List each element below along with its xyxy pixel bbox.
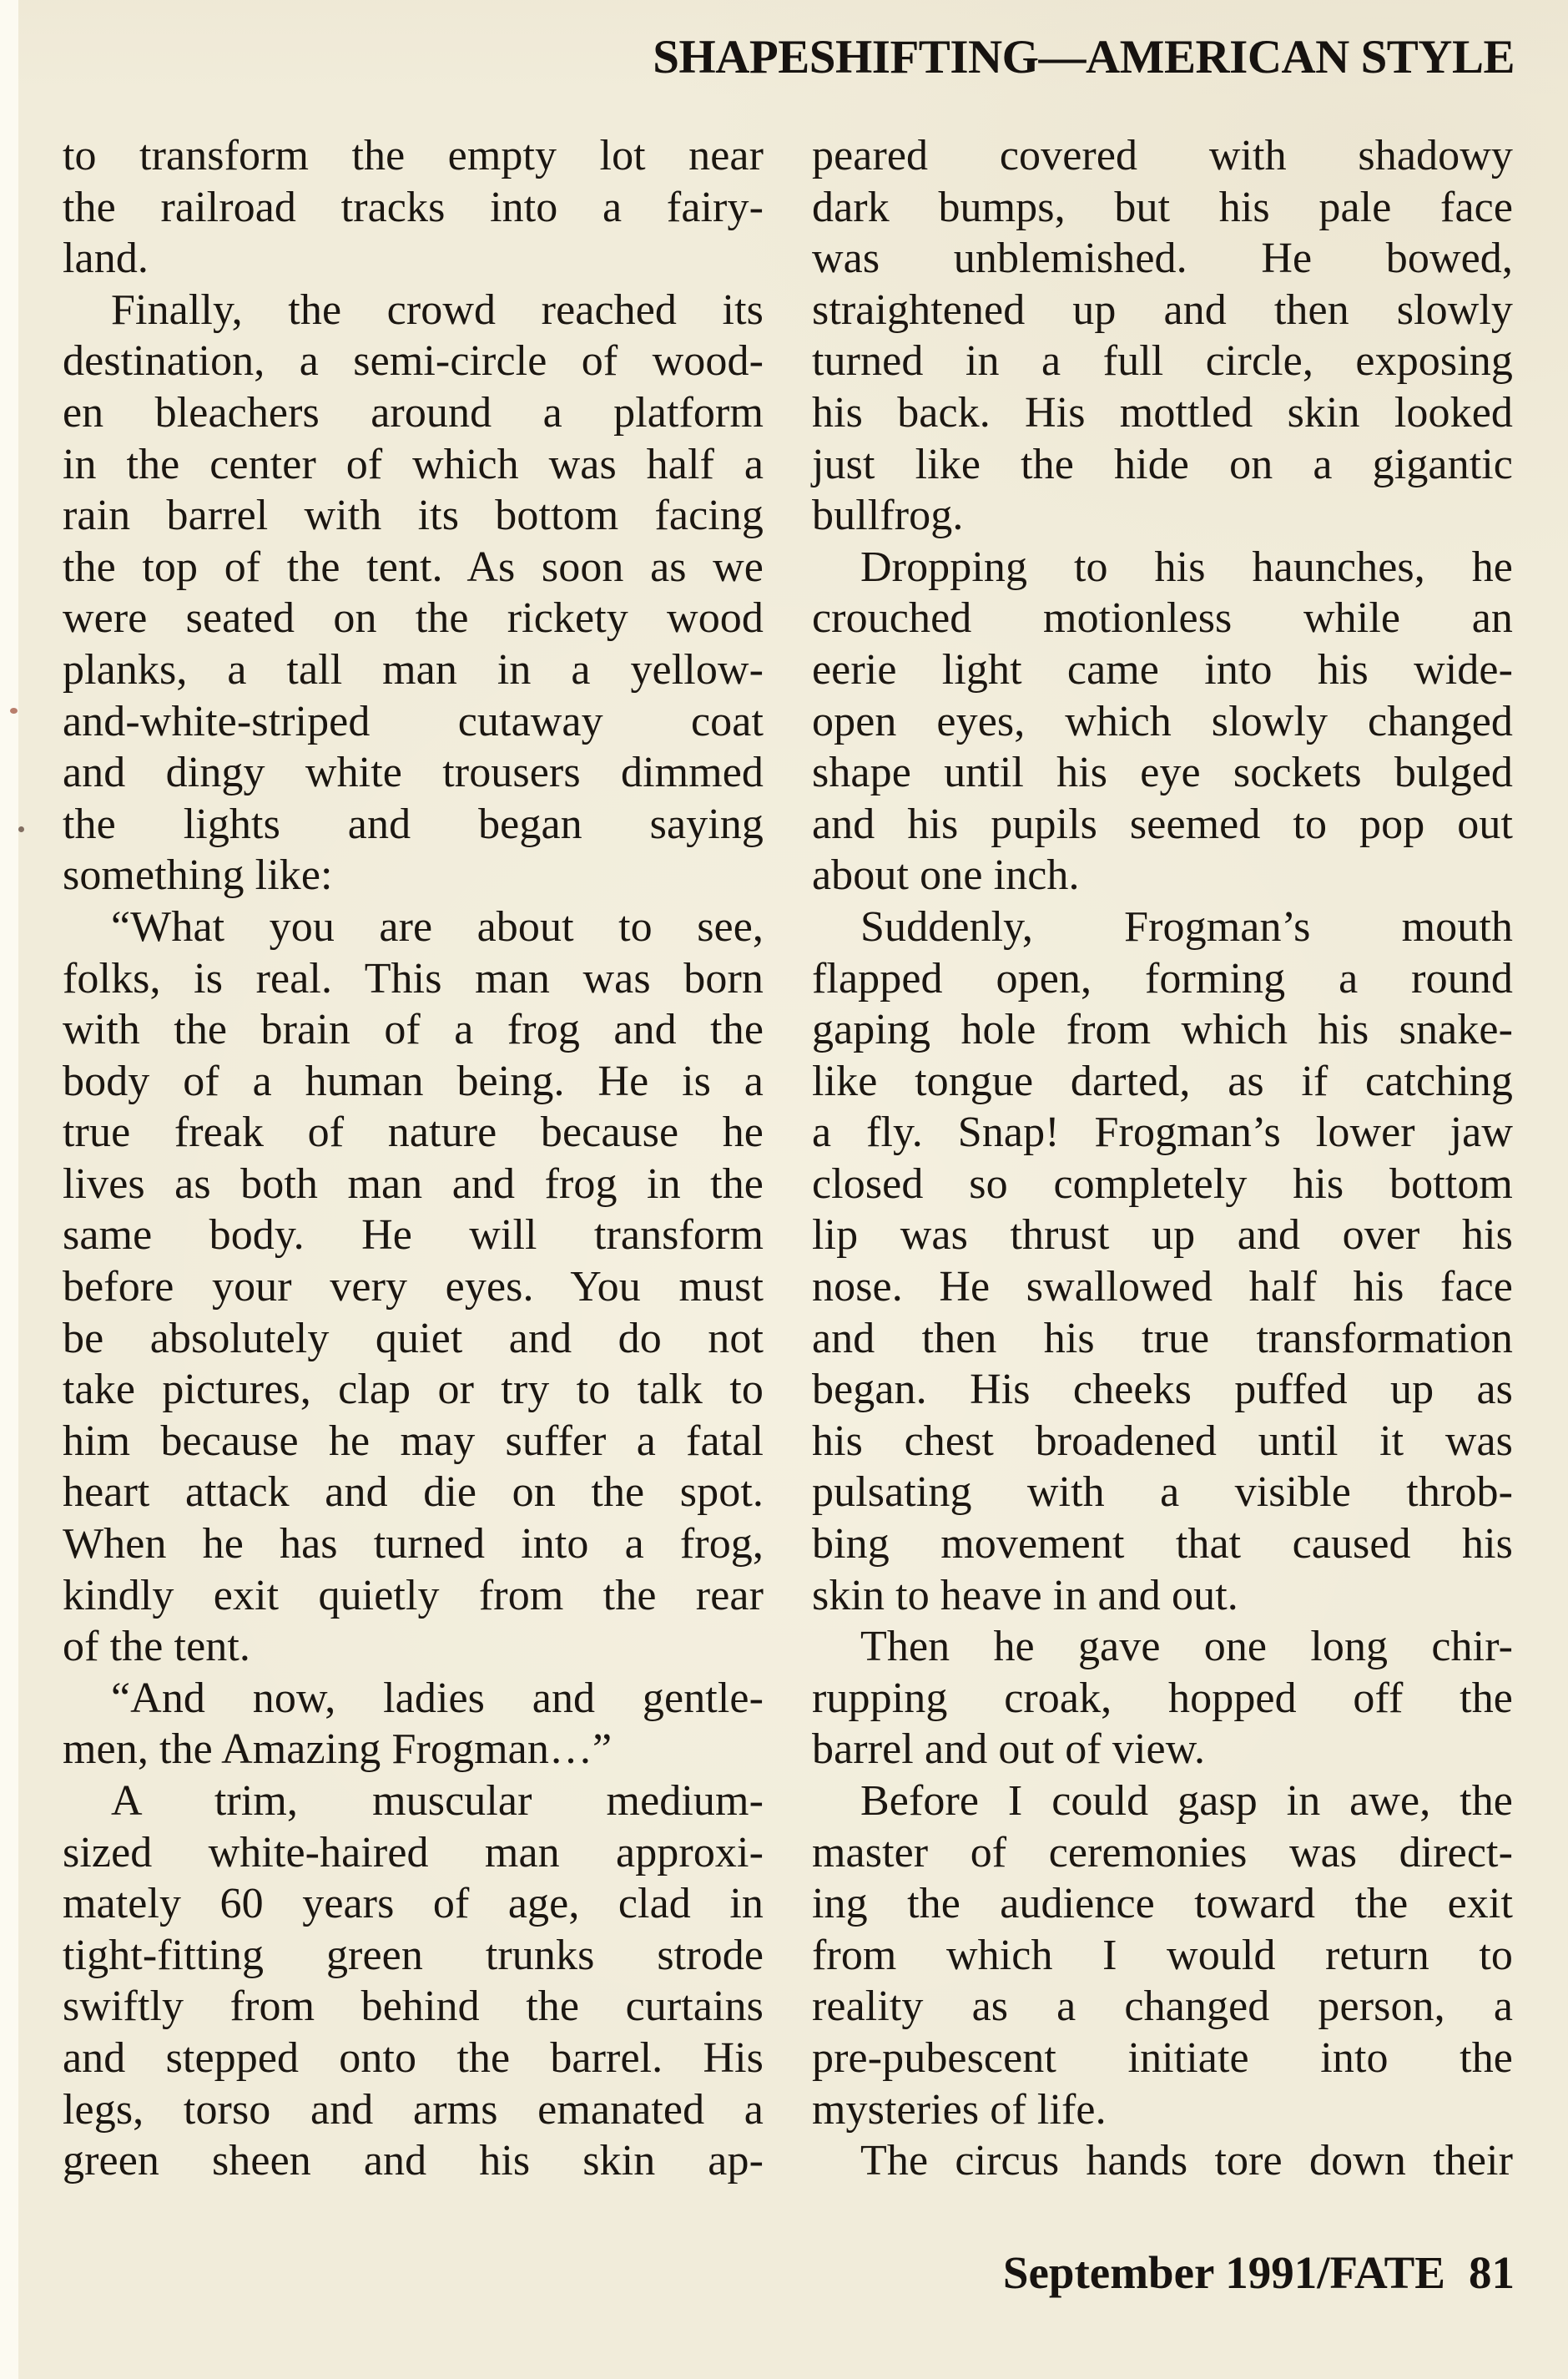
text-line: closed so completely his bottom bbox=[812, 1159, 1513, 1208]
text-line: sized white-haired man approxi- bbox=[63, 1828, 764, 1876]
text-line: flapped open, forming a round bbox=[812, 954, 1513, 1003]
text-line: body of a human being. He is a bbox=[63, 1057, 764, 1105]
text-line: lip was thrust up and over his bbox=[812, 1211, 1513, 1260]
text-line: tight-fitting green trunks strode bbox=[63, 1931, 764, 1979]
text-line: true freak of nature because he bbox=[63, 1109, 764, 1157]
page-number: 81 bbox=[1469, 2247, 1515, 2298]
text-line: his chest broadened until it was bbox=[812, 1417, 1513, 1465]
text-line: rain barrel with its bottom facing bbox=[63, 492, 764, 540]
scan-edge bbox=[0, 0, 18, 2379]
text-line: and his pupils seemed to pop out bbox=[812, 800, 1513, 848]
text-line: pre-pubescent initiate into the bbox=[812, 2033, 1513, 2082]
text-line: and-white-striped cutaway coat bbox=[63, 697, 764, 745]
text-line: the railroad tracks into a fairy- bbox=[63, 183, 764, 231]
text-line: shape until his eye sockets bulged bbox=[812, 749, 1513, 797]
scan-speck bbox=[10, 708, 18, 714]
footer-issue-label: September 1991/FATE bbox=[1002, 2247, 1445, 2298]
text-line: Before I could gasp in awe, the bbox=[860, 1777, 1513, 1825]
text-line: same body. He will transform bbox=[63, 1211, 764, 1260]
text-line: destination, a semi-circle of wood- bbox=[63, 337, 764, 386]
text-line: to transform the empty lot near bbox=[63, 132, 764, 179]
text-line: the lights and began saying bbox=[63, 800, 764, 848]
text-line: about one inch. bbox=[812, 851, 1080, 900]
text-line: pulsating with a visible throb- bbox=[812, 1468, 1513, 1517]
text-line: mately 60 years of age, clad in bbox=[63, 1880, 764, 1928]
text-line: was unblemished. He bowed, bbox=[812, 235, 1513, 283]
text-line: and dingy white trousers dimmed bbox=[63, 749, 764, 797]
text-line: eerie light came into his wide- bbox=[812, 645, 1513, 694]
text-line: his back. His mottled skin looked bbox=[812, 388, 1513, 437]
text-line: a fly. Snap! Frogman’s lower jaw bbox=[812, 1109, 1513, 1157]
text-line: barrel and out of view. bbox=[812, 1725, 1206, 1774]
text-line: skin to heave in and out. bbox=[812, 1571, 1238, 1619]
text-line: folks, is real. This man was born bbox=[63, 954, 764, 1003]
text-line: men, the Amazing Frogman…” bbox=[63, 1725, 613, 1774]
text-line: planks, a tall man in a yellow- bbox=[63, 645, 764, 694]
text-line: something like: bbox=[63, 851, 333, 900]
text-line: just like the hide on a gigantic bbox=[812, 440, 1513, 488]
text-line: were seated on the rickety wood bbox=[63, 594, 764, 643]
text-line: rupping croak, hopped off the bbox=[812, 1674, 1513, 1722]
text-line: lives as both man and frog in the bbox=[63, 1159, 764, 1208]
text-line: green sheen and his skin ap- bbox=[63, 2137, 764, 2185]
text-line: in the center of which was half a bbox=[63, 440, 764, 488]
text-line: him because he may suffer a fatal bbox=[63, 1417, 764, 1465]
text-line: A trim, muscular medium- bbox=[111, 1777, 764, 1825]
text-line: of the tent. bbox=[63, 1623, 251, 1671]
text-line: dark bumps, but his pale face bbox=[812, 183, 1513, 231]
text-line: “What you are about to see, bbox=[111, 902, 764, 951]
scan-speck bbox=[18, 826, 24, 832]
text-line: reality as a changed person, a bbox=[812, 1982, 1513, 2031]
text-line: peared covered with shadowy bbox=[812, 132, 1513, 179]
text-line: Finally, the crowd reached its bbox=[111, 285, 764, 334]
text-line: swiftly from behind the curtains bbox=[63, 1982, 764, 2031]
text-line: and then his true transformation bbox=[812, 1314, 1513, 1362]
text-line: heart attack and die on the spot. bbox=[63, 1468, 764, 1517]
text-line: ing the audience toward the exit bbox=[812, 1880, 1513, 1928]
text-line: before your very eyes. You must bbox=[63, 1263, 764, 1311]
text-line: with the brain of a frog and the bbox=[63, 1006, 764, 1054]
text-line: When he has turned into a frog, bbox=[63, 1520, 764, 1568]
text-line: like tongue darted, as if catching bbox=[812, 1057, 1513, 1105]
left-text-column bbox=[63, 130, 764, 2187]
text-line: the top of the tent. As soon as we bbox=[63, 543, 764, 591]
text-line: gaping hole from which his snake- bbox=[812, 1006, 1513, 1054]
text-line: nose. He swallowed half his face bbox=[812, 1263, 1513, 1311]
text-line: kindly exit quietly from the rear bbox=[63, 1571, 764, 1619]
running-head-title: SHAPESHIFTING—AMERICAN STYLE bbox=[653, 31, 1515, 83]
text-line: “And now, ladies and gentle- bbox=[111, 1674, 764, 1722]
text-line: mysteries of life. bbox=[812, 2085, 1107, 2134]
text-line: The circus hands tore down their bbox=[860, 2137, 1513, 2185]
text-line: crouched motionless while an bbox=[812, 594, 1513, 643]
text-line: be absolutely quiet and do not bbox=[63, 1314, 764, 1362]
text-line: land. bbox=[63, 235, 149, 283]
text-line: Suddenly, Frogman’s mouth bbox=[860, 902, 1513, 951]
text-line: bing movement that caused his bbox=[812, 1520, 1513, 1568]
text-line: began. His cheeks puffed up as bbox=[812, 1366, 1513, 1414]
text-line: straightened up and then slowly bbox=[812, 285, 1513, 334]
text-line: open eyes, which slowly changed bbox=[812, 697, 1513, 745]
right-text-column bbox=[812, 130, 1513, 2187]
text-line: turned in a full circle, exposing bbox=[812, 337, 1513, 386]
text-line: Dropping to his haunches, he bbox=[860, 543, 1513, 591]
text-line: legs, torso and arms emanated a bbox=[63, 2085, 764, 2134]
text-line: and stepped onto the barrel. His bbox=[63, 2033, 764, 2082]
text-line: master of ceremonies was direct- bbox=[812, 1828, 1513, 1876]
text-line: Then he gave one long chir- bbox=[860, 1623, 1513, 1671]
page-footer bbox=[1003, 2244, 1515, 2302]
text-line: from which I would return to bbox=[812, 1931, 1513, 1979]
text-line: en bleachers around a platform bbox=[63, 388, 764, 437]
text-line: take pictures, clap or try to talk to bbox=[63, 1366, 764, 1414]
text-line: bullfrog. bbox=[812, 492, 964, 540]
